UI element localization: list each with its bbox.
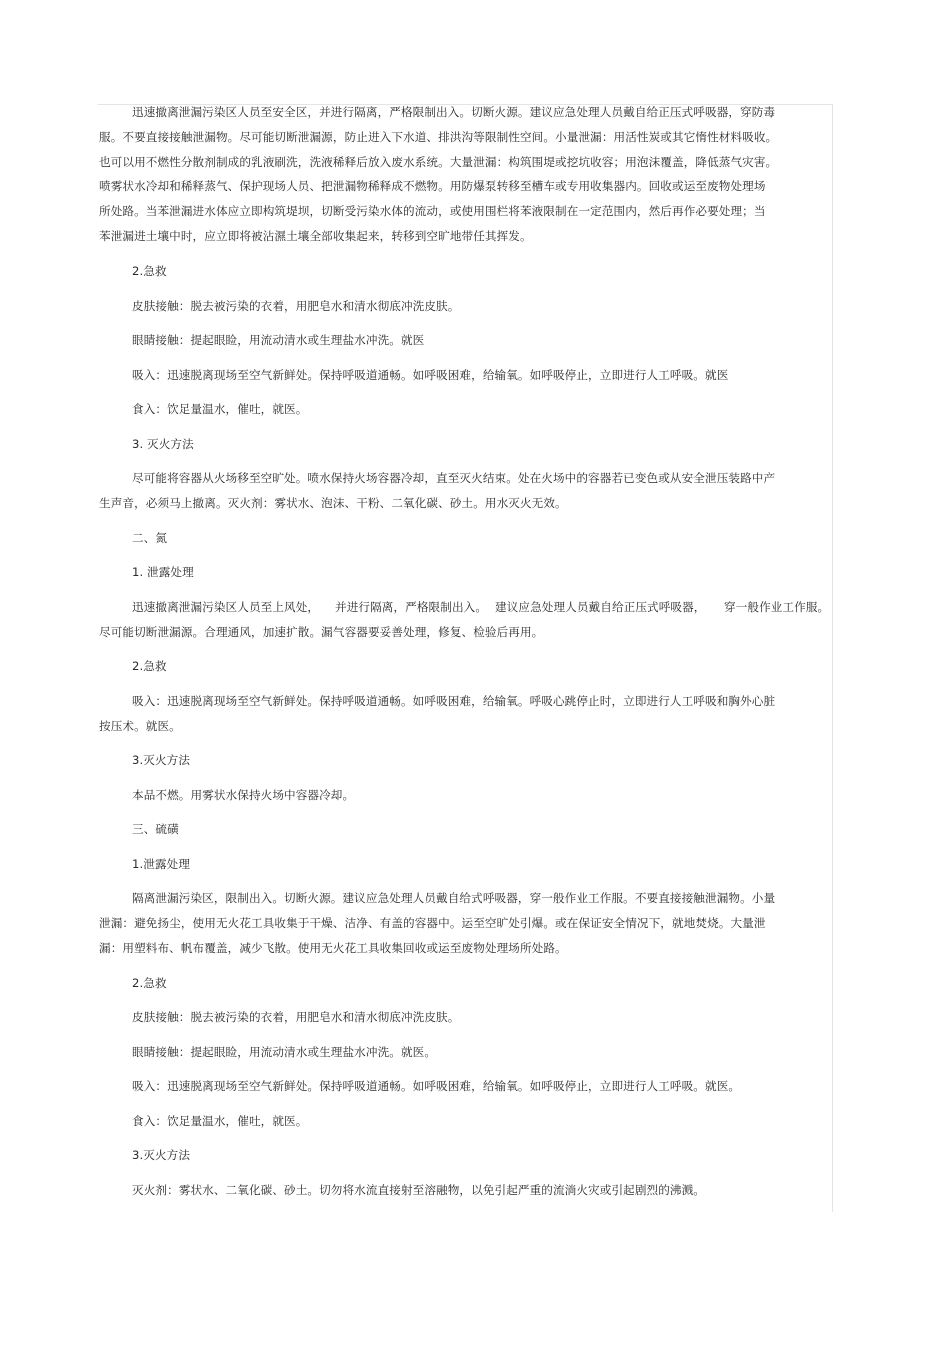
sulfur-section-heading: 三、硫磺	[132, 822, 179, 836]
nitrogen-leak-line-2: 尽可能切断泄漏源。合理通风，加速扩散。漏气容器要妥善处理，修复、检验后再用。	[99, 625, 544, 639]
sulfur-leak-line-1: 隔离泄漏污染区，限制出入。切断火源。建议应急处理人员戴自给式呼吸器，穿一般作业工作服。不要直接接触泄漏物。小量	[132, 891, 776, 905]
sulfur-eye-contact: 眼睛接触：提起眼睑，用流动清水或生理盐水冲洗。就医。	[132, 1045, 437, 1059]
sulfur-fire-heading: 3.灭火方法	[132, 1148, 191, 1162]
benzene-fire-heading: 3. 灭火方法	[132, 437, 194, 451]
sulfur-firstaid-heading: 2.急救	[132, 976, 167, 990]
benzene-leak-line-2: 服。不要直接接触泄漏物。尽可能切断泄漏源，防止进入下水道、排洪沟等限制性空间。小量泄漏：用活性炭或其它惰性材料吸收。	[99, 130, 778, 144]
nitrogen-leak-line-1c: 建议应急处理人员戴自给正压式呼吸器，	[495, 600, 706, 614]
benzene-leak-line-3: 也可以用不燃性分散剂制成的乳液刷洗，洗液稀释后放入废水系统。大量泄漏：构筑围堤或挖坑收容；用泡沫覆盖，降低蒸气灾害。	[99, 155, 778, 169]
benzene-fire-line-1: 尽可能将容器从火场移至空旷处。喷水保持火场容器冷却，直至灭火结束。处在火场中的容器若已变色或从安全泄压装路中产	[132, 471, 776, 485]
page-border-right	[832, 104, 833, 1212]
nitrogen-fire-heading: 3.灭火方法	[132, 753, 191, 767]
nitrogen-leak-line-1d: 穿一般作业工作服。	[724, 600, 830, 614]
benzene-fire-line-2: 生声音，必须马上撤离。灭火剂：雾状水、泡沫、干粉、二氧化碳、砂土。用水灭火无效。	[99, 496, 567, 510]
nitrogen-inhale-line-1: 吸入：迅速脱离现场至空气新鲜处。保持呼吸道通畅。如呼吸困难，给输氧。呼吸心跳停止时，立即进行人工呼吸和胸外心脏	[132, 694, 776, 708]
benzene-leak-line-4: 喷雾状水冷却和稀释蒸气、保护现场人员、把泄漏物稀释成不燃物。用防爆泵转移至槽车或专用收集器内。回收或运至废物处理场	[99, 179, 766, 193]
nitrogen-fire-text: 本品不燃。用雾状水保持火场中容器冷却。	[132, 788, 355, 802]
sulfur-skin-contact: 皮肤接触：脱去被污染的衣着，用肥皂水和清水彻底冲洗皮肤。	[132, 1010, 460, 1024]
sulfur-inhalation: 吸入：迅速脱离现场至空气新鲜处。保持呼吸道通畅。如呼吸困难，给输氧。如呼吸停止，立即进行人工呼吸。就医。	[132, 1079, 741, 1093]
nitrogen-leak-line-1a: 迅速撤离泄漏污染区人员至上风处，	[132, 600, 320, 614]
benzene-eye-contact: 眼睛接触：提起眼睑，用流动清水或生理盐水冲洗。就医	[132, 333, 425, 347]
nitrogen-firstaid-heading: 2.急救	[132, 659, 167, 673]
sulfur-fire-text: 灭火剂：雾状水、二氧化碳、砂土。切勿将水流直接射至溶融物，以免引起严重的流淌火灾或引起剧烈的沸溅。	[132, 1183, 705, 1197]
nitrogen-section-heading: 二、氮	[132, 531, 168, 545]
nitrogen-leak-heading: 1. 泄露处理	[132, 565, 194, 579]
benzene-ingestion: 食入：饮足量温水，催吐，就医。	[132, 402, 308, 416]
benzene-leak-line-5: 所处路。当苯泄漏进水体应立即构筑堤坝，切断受污染水体的流动，或使用围栏将苯液限制在一定范围内，然后再作必要处理；当	[99, 204, 766, 218]
benzene-leak-line-1: 迅速撤离泄漏污染区人员至安全区，并进行隔离，严格限制出入。切断火源。建议应急处理人员戴自给正压式呼吸器，穿防毒	[132, 105, 776, 119]
benzene-inhalation: 吸入：迅速脱离现场至空气新鲜处。保持呼吸道通畅。如呼吸困难，给输氧。如呼吸停止，立即进行人工呼吸。就医	[132, 368, 729, 382]
sulfur-leak-line-3: 漏：用塑料布、帆布覆盖，减少飞散。使用无火花工具收集回收或运至废物处理场所处路。	[99, 941, 567, 955]
nitrogen-inhale-line-2: 按压术。就医。	[99, 719, 181, 733]
benzene-skin-contact: 皮肤接触：脱去被污染的衣着，用肥皂水和清水彻底冲洗皮肤。	[132, 299, 460, 313]
benzene-firstaid-heading: 2.急救	[132, 264, 167, 278]
benzene-leak-line-6: 苯泄漏进土壤中时，应立即将被沾濕土壤全部收集起来，转移到空旷地带任其挥发。	[99, 229, 532, 243]
sulfur-leak-heading: 1.泄露处理	[132, 857, 191, 871]
sulfur-ingestion: 食入：饮足量温水，催吐，就医。	[132, 1114, 308, 1128]
sulfur-leak-line-2: 泄漏：避免扬尘，使用无火花工具收集于干燥、洁净、有盖的容器中。运至空旷处引爆。或在保证安全情况下，就地焚烧。大量泄	[99, 916, 766, 930]
nitrogen-leak-line-1b: 并进行隔离，严格限制出入。	[335, 600, 488, 614]
